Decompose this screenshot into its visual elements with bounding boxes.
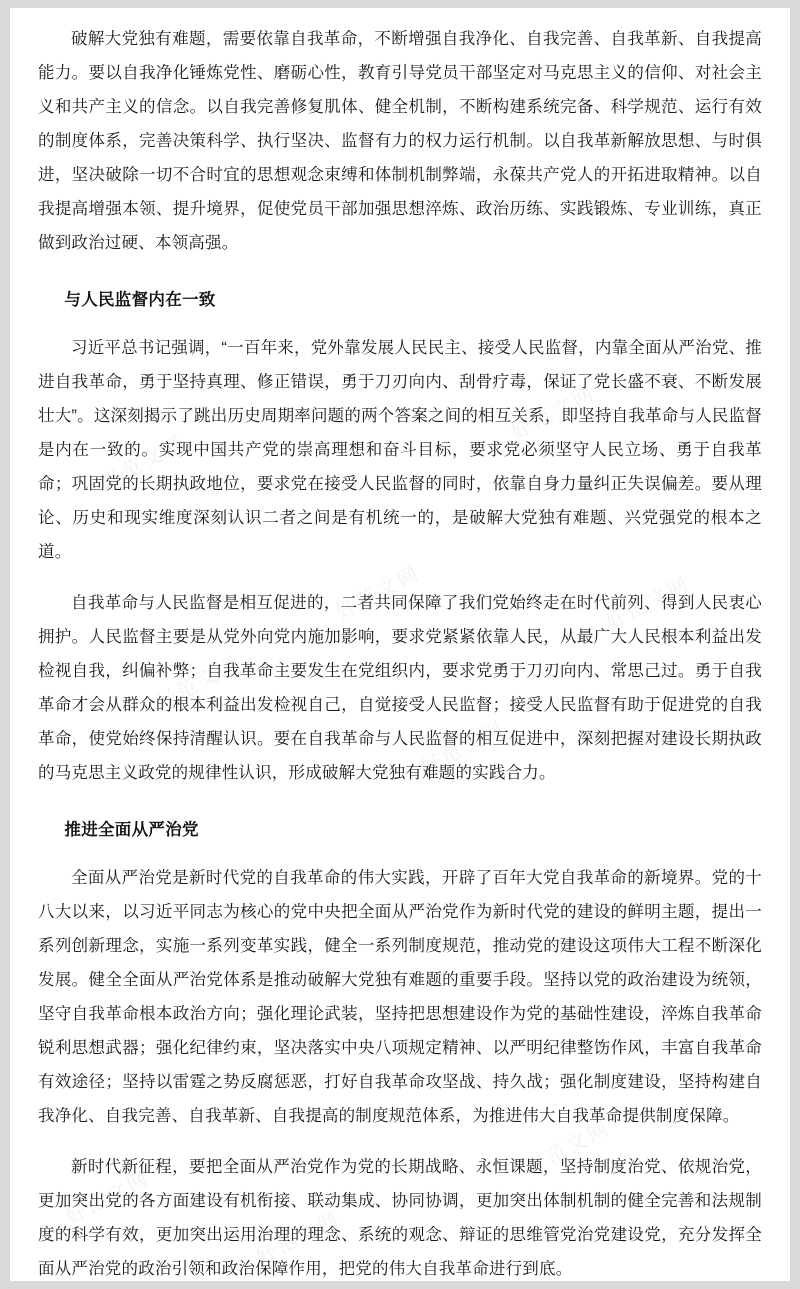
watermark: 好范文网 [97,432,190,495]
watermark: 好范文网 [602,572,695,635]
watermark: 好范文网 [152,652,245,715]
watermark: 好范文网 [522,1117,615,1180]
section-heading-2: 推进全面从严治党 [64,821,199,839]
watermark: 好范文网 [332,562,425,625]
watermark: 好范文网 [62,1167,155,1230]
paragraph-4: 全面从严治党是新时代党的自我革命的伟大实践，开辟了百年大党自我革命的新境界。党的十八大以来，以习近平同志为核心的党中央把全面从严治党作为新时代党的建设的鲜明主题，提出一系列创新理念，实施一系列变革实践，健全一系列制度规范，推动党的建设这项伟大工程不断深化发展。健全全面从严治党体系是推动破解大党独有难题的重要手段。坚持以党的政治建设为统领，坚守自我革命根本政治方向；强化理论武装，坚持把思想建设作为党的基础性建设，淬炼自我革命锐利思想武器；强化纪律约束，坚决落实中央八项规定精神、以严明纪律整饬作风，丰富自我革命有效途径；坚持以雷霆之势反腐惩恶，打好自我革命攻坚战、持久战；强化制度建设，坚持构建自我净化、自我完善、自我革新、自我提高的制度规范体系，为推进伟大自我革命提供制度保障。 [38,869,762,1125]
page-edge-right [790,0,800,1289]
document-body [38,22,762,1278]
watermark: 好范文网 [417,717,510,780]
section-heading-1: 与人民监督内在一致 [64,291,216,309]
paragraph-1: 破解大党独有难题，需要依靠自我革命，不断增强自我净化、自我完善、自我革新、自我提高能力。要以自我净化锤炼党性、磨砺心性，教育引导党员干部坚定对马克思主义的信仰、对社会主义和共产主义的信念。以自我完善修复肌体、健全机制，不断构建系统完备、科学规范、运行有效的制度体系，完善决策科学、执行坚决、监督有力的权力运行机制。以自我革新解放思想、与时俱进，坚决破除一切不合时宜的思想观念束缚和体制机制弊端，永葆共产党人的开拓进取精神。以自我提高增强本领、提升境界，促使党员干部加强思想淬炼、政治历练、实践锻炼、专业训练，真正做到政治过硬、本领高强。 [38,30,762,252]
paragraph-3: 自我革命与人民监督是相互促进的，二者共同保障了我们党始终走在时代前列、得到人民衷心拥护。人民监督主要是从党外向党内施加影响，要求党紧紧依靠人民，从最广大人民根本利益出发检视自我，纠偏补弊；自我革命主要发生在党组织内，要求党勇于刀刃向内、常思己过。勇于自我革命才会从群众的根本利益出发检视自己，自觉接受人民监督；接受人民监督有助于促进党的自我革命，使党始终保持清醒认识。要在自我革命与人民监督的相互促进中，深刻把握对建设长期执政的马克思主义政党的规律性认识，形成破解大党独有难题的实践合力。 [38,594,762,782]
page-edge-top [0,0,800,8]
watermark: 好范文网 [507,382,600,445]
page-edge-left [0,0,10,1289]
paragraph-2: 习近平总书记强调，“一百年来，党外靠发展人民民主、接受人民监督，内靠全面从严治党、推进自我革命，勇于坚持真理、修正错误，勇于刀刃向内、刮骨疗毒，保证了党长盛不衰、不断发展壮大”。这深刻揭示了跳出历史周期率问题的两个答案之间的相互关系，即坚持自我革命与人民监督是内在一致的。实现中国共产党的崇高理想和奋斗目标，要求党必须坚守人民立场、勇于自我革命；巩固党的长期执政地位，要求党在接受人民监督的同时，依靠自身力量纠正失误偏差。要从理论、历史和现实维度深刻认识二者之间是有机统一的，是破解大党独有难题、兴党强党的根本之道。 [38,339,762,561]
watermark: 好范文网 [252,1207,345,1270]
paragraph-5: 新时代新征程，要把全面从严治党作为党的长期战略、永恒课题，坚持制度治党、依规治党，更加突出党的各方面建设有机衔接、联动集成、协同协调，更加突出体制机制的健全完善和法规制度的科学有效，更加突出运用治理的理念、系统的观念、辩证的思维管党治党建设党，充分发挥全面从严治党的政治引领和政治保障作用，把党的伟大自我革命进行到底。 [38,1158,762,1278]
